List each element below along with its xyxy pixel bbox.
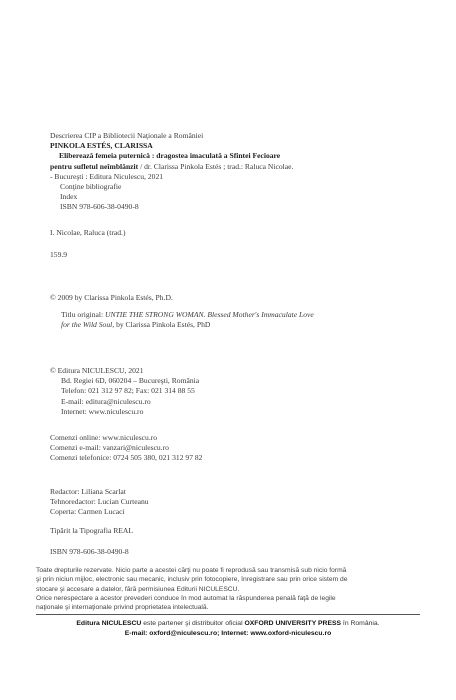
cip-title-line2-rest: / dr. Clarissa Pinkola Estés ; trad.: Raluca Nicolae.	[138, 161, 294, 171]
publisher-line: © Editura NICULESCU, 2021	[50, 366, 144, 375]
cip-header: Descrierea CIP a Bibliotecii Naţionale a României	[50, 131, 204, 140]
partner-contact: E-mail: oxford@niculescu.ro; Internet: www.oxford-niculescu.ro	[124, 630, 332, 637]
original-title-prefix: Titlu original:	[61, 310, 106, 319]
publisher-email: E-mail: editura@niculescu.ro	[61, 396, 151, 406]
original-title-suffix: , by Clarissa Pinkola Estés, PhD	[112, 320, 211, 330]
partner-line	[36, 619, 420, 629]
legal-notice	[36, 566, 420, 612]
classification-text: 159.9	[50, 250, 68, 259]
cip-note: Index	[60, 192, 78, 202]
order-online: Comenzi online: www.niculescu.ro	[50, 433, 158, 442]
publisher-block	[50, 366, 420, 417]
legal-line: Toate drepturile rezervate. Nicio parte a acestei cărţi nu poate fi reprodusă sau transmisă sub nicio formă	[36, 567, 347, 574]
orders-block	[50, 433, 420, 464]
isbn-text: ISBN 978-606-38-0490-8	[50, 547, 129, 556]
partner-footer	[36, 614, 420, 639]
cip-title-line2-bold: pentru sufletul neîmblânzit	[50, 161, 139, 171]
legal-line: şi prin niciun mijloc, electronic sau mecanic, inclusiv prin fotocopiere, înregistrare sau prin orice sistem de	[36, 576, 348, 584]
cip-title-line2	[50, 162, 420, 172]
original-title-line1	[61, 310, 420, 320]
publisher-phone: Telefon: 021 312 97 82; Fax: 021 314 88 55	[61, 386, 195, 396]
credit-editor: Redactor: Liliana Scarlat	[50, 487, 126, 496]
partner-oup: OXFORD UNIVERSITY PRESS	[244, 620, 342, 627]
cip-note: Conţine bibliografie	[60, 182, 122, 192]
credit-typesetter: Tehnoredactor: Lucian Curteanu	[50, 497, 149, 507]
cip-translator	[50, 228, 420, 238]
order-email: Comenzi e-mail: vanzari@niculescu.ro	[50, 443, 169, 453]
cip-author: PINKOLA ESTÉS, CLARISSA	[50, 141, 153, 151]
legal-line: stocare şi accesare a datelor, fără permisiunea Editurii NICULESCU.	[36, 585, 240, 593]
partner-text: este partener şi distribuitor oficial	[141, 620, 245, 627]
original-title-italic-2: for the Wild Soul	[61, 320, 113, 330]
cip-place: - Bucureşti : Editura Niculescu, 2021	[50, 171, 164, 181]
print-text: Tipărit la Tipografia REAL	[50, 526, 134, 535]
credits-block	[50, 487, 420, 518]
partner-end: în România.	[341, 620, 380, 627]
legal-line: Orice nerespectare a acestor prevederi conduce în mod automat la răspunderea penală faţă de legile	[36, 594, 336, 602]
publisher-web: Internet: www.niculescu.ro	[61, 406, 144, 416]
cip-title-line1: Eliberează femeia puternică : dragostea imaculată a Sfintei Fecioare	[59, 151, 281, 161]
translator-text: I. Nicolae, Raluca (trad.)	[50, 228, 126, 237]
copyright-line	[50, 293, 420, 303]
order-phone: Comenzi telefonice: 0724 505 380, 021 312 97 82	[50, 453, 203, 463]
cip-note: ISBN 978-606-38-0490-8	[60, 202, 139, 212]
print-line	[50, 526, 420, 536]
cip-classification	[50, 250, 420, 260]
original-title	[61, 310, 420, 330]
original-title-line2	[61, 320, 420, 330]
publisher-address: Bd. Regiei 6D, 060204 – Bucureşti, România	[61, 376, 200, 386]
partner-publisher: Editura NICULESCU	[76, 620, 142, 627]
isbn-line	[50, 547, 420, 557]
legal-line: naţionale şi internaţionale privind proprietatea intelectuală.	[36, 604, 209, 612]
copyright-text: © 2009 by Clarissa Pinkola Estés, Ph.D.	[50, 293, 173, 302]
original-title-italic: UNTIE THE STRONG WOMAN. Blessed Mother's Immaculate Love	[105, 310, 314, 319]
cip-block	[50, 131, 420, 213]
credit-cover: Coperta: Carmen Lucaci	[50, 507, 125, 517]
